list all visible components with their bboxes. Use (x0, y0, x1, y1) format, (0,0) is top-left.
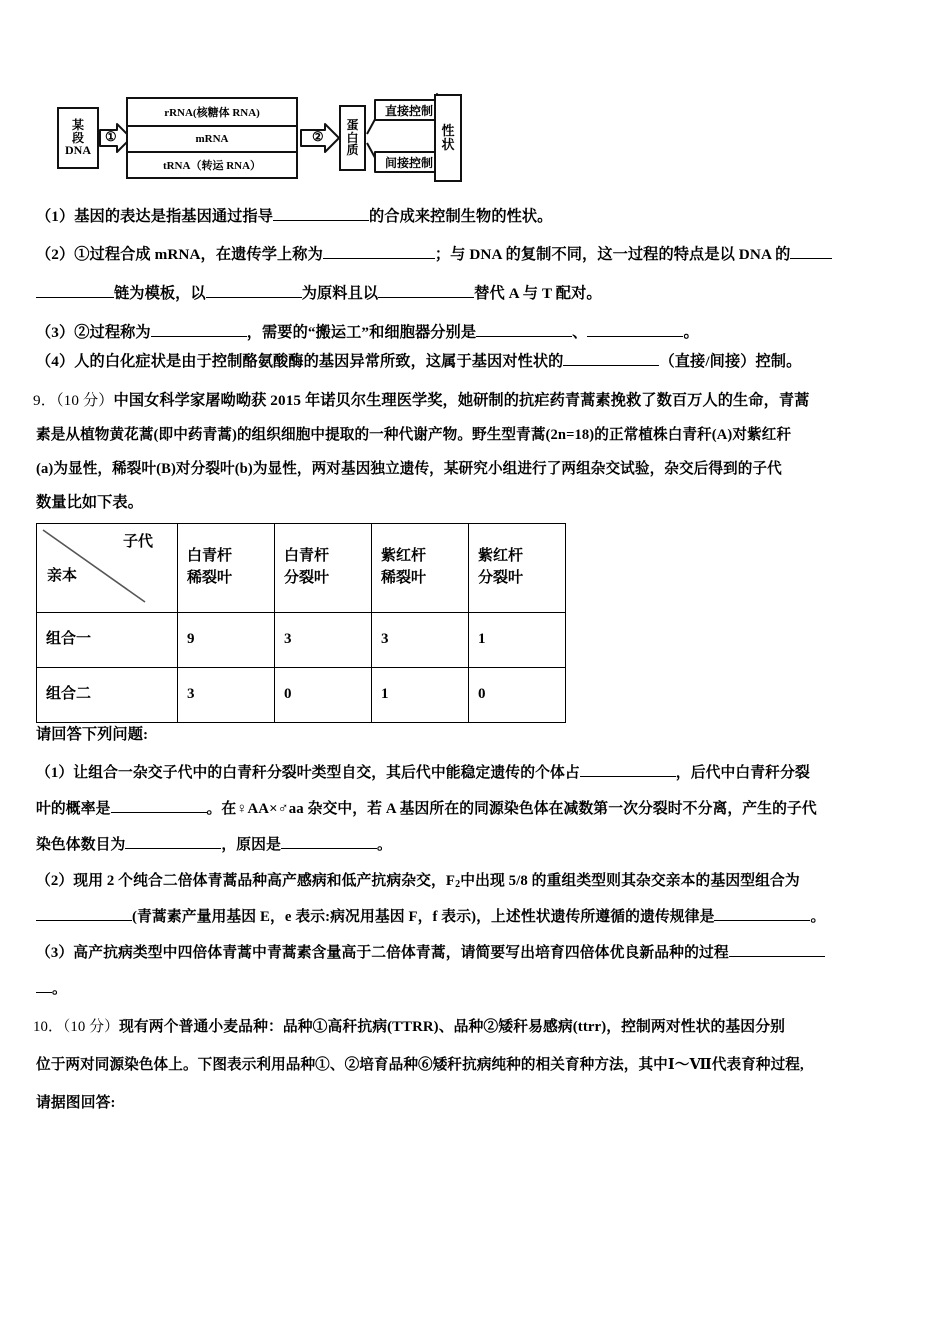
q8-item3-text-d: 。 (683, 324, 699, 341)
q8-item-1 (36, 205, 552, 226)
q9-p1-text-e: 染色体数目为 (36, 837, 126, 853)
table-row (37, 613, 566, 668)
answer-blank[interactable] (281, 848, 377, 849)
answer-blank[interactable] (563, 365, 659, 366)
answer-blank[interactable] (151, 336, 247, 337)
q9-line-4: 数量比如下表。 (36, 494, 144, 511)
q8-item4-text-a: （4）人的白化症状是由于控制酪氨酸酶的基因异常所致，这属于基因对性状的 (36, 353, 564, 370)
q8-item3-text-c: 、 (572, 324, 588, 341)
answer-blank[interactable] (206, 297, 302, 298)
q8-item-4 (36, 350, 801, 371)
q9-p1-text-a: （1）让组合一杂交子代中的白青秆分裂叶类型自交，其后代中能稳定遗传的个体占 (36, 765, 580, 781)
col1-line2: 稀裂叶 (187, 570, 233, 586)
rrna-row: rRNA(核糖体 RNA) (164, 106, 260, 119)
step-two-marker: ② (312, 129, 324, 144)
col4-line2: 分裂叶 (478, 570, 524, 586)
cell-r1c3: 3 (372, 613, 469, 668)
q8-item1-text-a: （1）基因的表达是指基因通过指导 (36, 208, 274, 225)
cell-r2c4: 0 (469, 668, 566, 723)
col3-line2: 稀裂叶 (381, 570, 427, 586)
corner-child-label: 子代 (122, 534, 153, 550)
answer-blank[interactable] (476, 336, 572, 337)
cell-r2c2: 0 (275, 668, 372, 723)
answer-blank[interactable] (790, 258, 832, 259)
q8-item2-text-c: 链为模板，以 (114, 285, 206, 302)
answer-blank[interactable] (36, 992, 52, 993)
protein-node (339, 105, 366, 171)
q8-item-2-line2 (36, 282, 602, 303)
q9-p1-text-g: 。 (376, 837, 392, 853)
indirect-control-label: 间接控制 (384, 155, 433, 170)
q9-text-line1: 中国女科学家屠呦呦获 2015 年诺贝尔生理医学奖，她研制的抗疟药青蒿素挽救了数百万人的生命，青蒿 (113, 392, 810, 409)
q8-item2-text-e: 替代 A 与 T 配对。 (474, 285, 602, 302)
protein-line-3: 质 (346, 143, 359, 158)
q9-p1-text-c: 叶的概率是 (36, 801, 111, 817)
col4-line1: 紫红杆 (478, 548, 524, 565)
step-one-marker: ① (105, 129, 117, 144)
q10-text-line1: 现有两个普通小麦品种：品种①高秆抗病(TTRR)、品种②矮秆易感病(ttrr)，控制两对性状的基因分别 (119, 1019, 785, 1035)
q10-line-1 (33, 1015, 785, 1036)
q9-number: 9． (33, 392, 56, 409)
dna-line-2: 段 (71, 130, 84, 145)
q10-line-2: 位于两对同源染色体上。下图表示利用品种①、②培育品种⑥矮秆抗病纯种的相关育种方法，其中Ⅰ～Ⅶ代表育种过程, (36, 1057, 804, 1073)
q9-item-3-line1 (36, 941, 825, 962)
dna-line-1: 某 (71, 118, 84, 133)
protein-line-1: 蛋 (346, 118, 359, 133)
rna-stack-node (126, 97, 298, 179)
gene-expression-diagram (45, 88, 465, 188)
q10-score: （10 分） (62, 1019, 119, 1035)
q9-p1-text-d: 。在♀AA×♂aa 杂交中，若 A 基因所在的同源染色体在减数第一次分裂时不分离，产生的子代 (206, 801, 817, 817)
row-label-1: 组合一 (37, 613, 178, 668)
cell-r1c4: 1 (469, 613, 566, 668)
table-corner-cell (37, 524, 178, 613)
answer-blank[interactable] (111, 812, 207, 813)
q8-item3-text-a: （3）②过程称为 (36, 324, 151, 341)
col3-line1: 紫红杆 (381, 548, 427, 565)
q9-item-3-line2 (36, 977, 67, 998)
q9-line-3: (a)为显性，稀裂叶(B)对分裂叶(b)为显性，两对基因独立遗传，某研究小组进行了两组杂交试验，杂交后得到的子代 (36, 461, 782, 477)
answer-blank[interactable] (378, 297, 474, 298)
trait-line-1: 性 (441, 123, 455, 139)
q8-item2-text-b: ；与 DNA 的复制不同，这一过程的特点是以 DNA 的 (434, 246, 791, 263)
q10-line-3: 请据图回答: (36, 1095, 116, 1111)
q9-answer-prompt: 请回答下列问题: (36, 726, 149, 743)
q9-line-1 (33, 389, 809, 410)
q8-item3-text-b: ，需要的“搬运工”和细胞器分别是 (246, 324, 477, 341)
q8-item-2-line1 (36, 243, 832, 264)
q10-number: 10． (33, 1019, 63, 1035)
q9-p2-text-a: （2）现用 2 个纯合二倍体青蒿品种高产感病和低产抗病杂交，F (36, 873, 456, 889)
q8-item1-text-b: 的合成来控制生物的性状。 (369, 208, 553, 225)
column-header-4 (469, 524, 566, 613)
q9-item-2-line2 (36, 905, 825, 926)
protein-line-2: 白 (346, 130, 359, 145)
q9-p2-text-d: 。 (810, 909, 826, 925)
mrna-row: mRNA (128, 125, 296, 151)
col2-line2: 分裂叶 (284, 570, 330, 586)
cross-results-table (36, 523, 566, 723)
cell-r2c3: 1 (372, 668, 469, 723)
q9-line-2: 素是从植物黄花蒿(即中药青蒿)的组织细胞中提取的一种代谢产物。野生型青蒿(2n=18)的正常植株白青秆(A)对紫红秆 (36, 427, 792, 443)
answer-blank[interactable] (273, 220, 369, 221)
cell-r2c1: 3 (178, 668, 275, 723)
cell-r1c1: 9 (178, 613, 275, 668)
answer-blank[interactable] (580, 776, 676, 777)
q9-item-1-line3 (36, 833, 392, 854)
row-label-2: 组合二 (37, 668, 178, 723)
q9-p1-text-f: ，原因是 (221, 837, 281, 853)
q9-item-1-line2 (36, 797, 817, 818)
dna-node (57, 107, 99, 169)
q9-p2-text-c: (青蒿素产量用基因 E，e 表示:病况用基因 F，f 表示)，上述性状遗传所遵循的遗传规律是 (132, 909, 715, 925)
q9-p2-text-b: 中出现 5/8 的重组类型则其杂交亲本的基因型组合为 (460, 873, 800, 889)
trait-line-2: 状 (441, 137, 455, 152)
table-row (37, 668, 566, 723)
answer-blank[interactable] (36, 297, 114, 298)
column-header-2 (275, 524, 372, 613)
q9-item-2-line1 (36, 869, 800, 890)
corner-parent-label: 亲本 (47, 568, 78, 585)
q9-p2-subscript: 2 (455, 879, 461, 891)
column-header-3 (372, 524, 469, 613)
table-header-row (37, 524, 566, 613)
dna-line-3: DNA (65, 143, 91, 158)
answer-blank[interactable] (714, 920, 810, 921)
cell-r1c2: 3 (275, 613, 372, 668)
answer-blank[interactable] (729, 956, 825, 957)
q9-p3-text-a: （3）高产抗病类型中四倍体青蒿中青蒿素含量高于二倍体青蒿，请简要写出培育四倍体优良新品种的过程 (36, 945, 729, 961)
q8-item4-text-b: （直接/间接）控制。 (659, 353, 802, 370)
trna-row: tRNA（转运 RNA） (128, 151, 296, 177)
col2-line1: 白青杆 (284, 548, 330, 565)
col1-line1: 白青杆 (187, 548, 233, 565)
answer-blank[interactable] (36, 920, 132, 921)
column-header-1 (178, 524, 275, 613)
direct-control-label: 直接控制 (384, 103, 433, 118)
q9-p3-text-b: 。 (52, 981, 67, 997)
q8-item-3 (36, 321, 699, 342)
answer-blank[interactable] (125, 848, 221, 849)
answer-blank[interactable] (323, 258, 435, 259)
q9-score: （10 分） (55, 392, 114, 409)
q9-p1-text-b: ，后代中白青秆分裂 (675, 765, 810, 781)
answer-blank[interactable] (587, 336, 683, 337)
q8-item2-text-d: 为原料且以 (301, 285, 379, 302)
q9-item-1-line1 (36, 761, 810, 782)
q8-item2-text-a: （2）①过程合成 mRNA，在遗传学上称为 (36, 246, 323, 263)
